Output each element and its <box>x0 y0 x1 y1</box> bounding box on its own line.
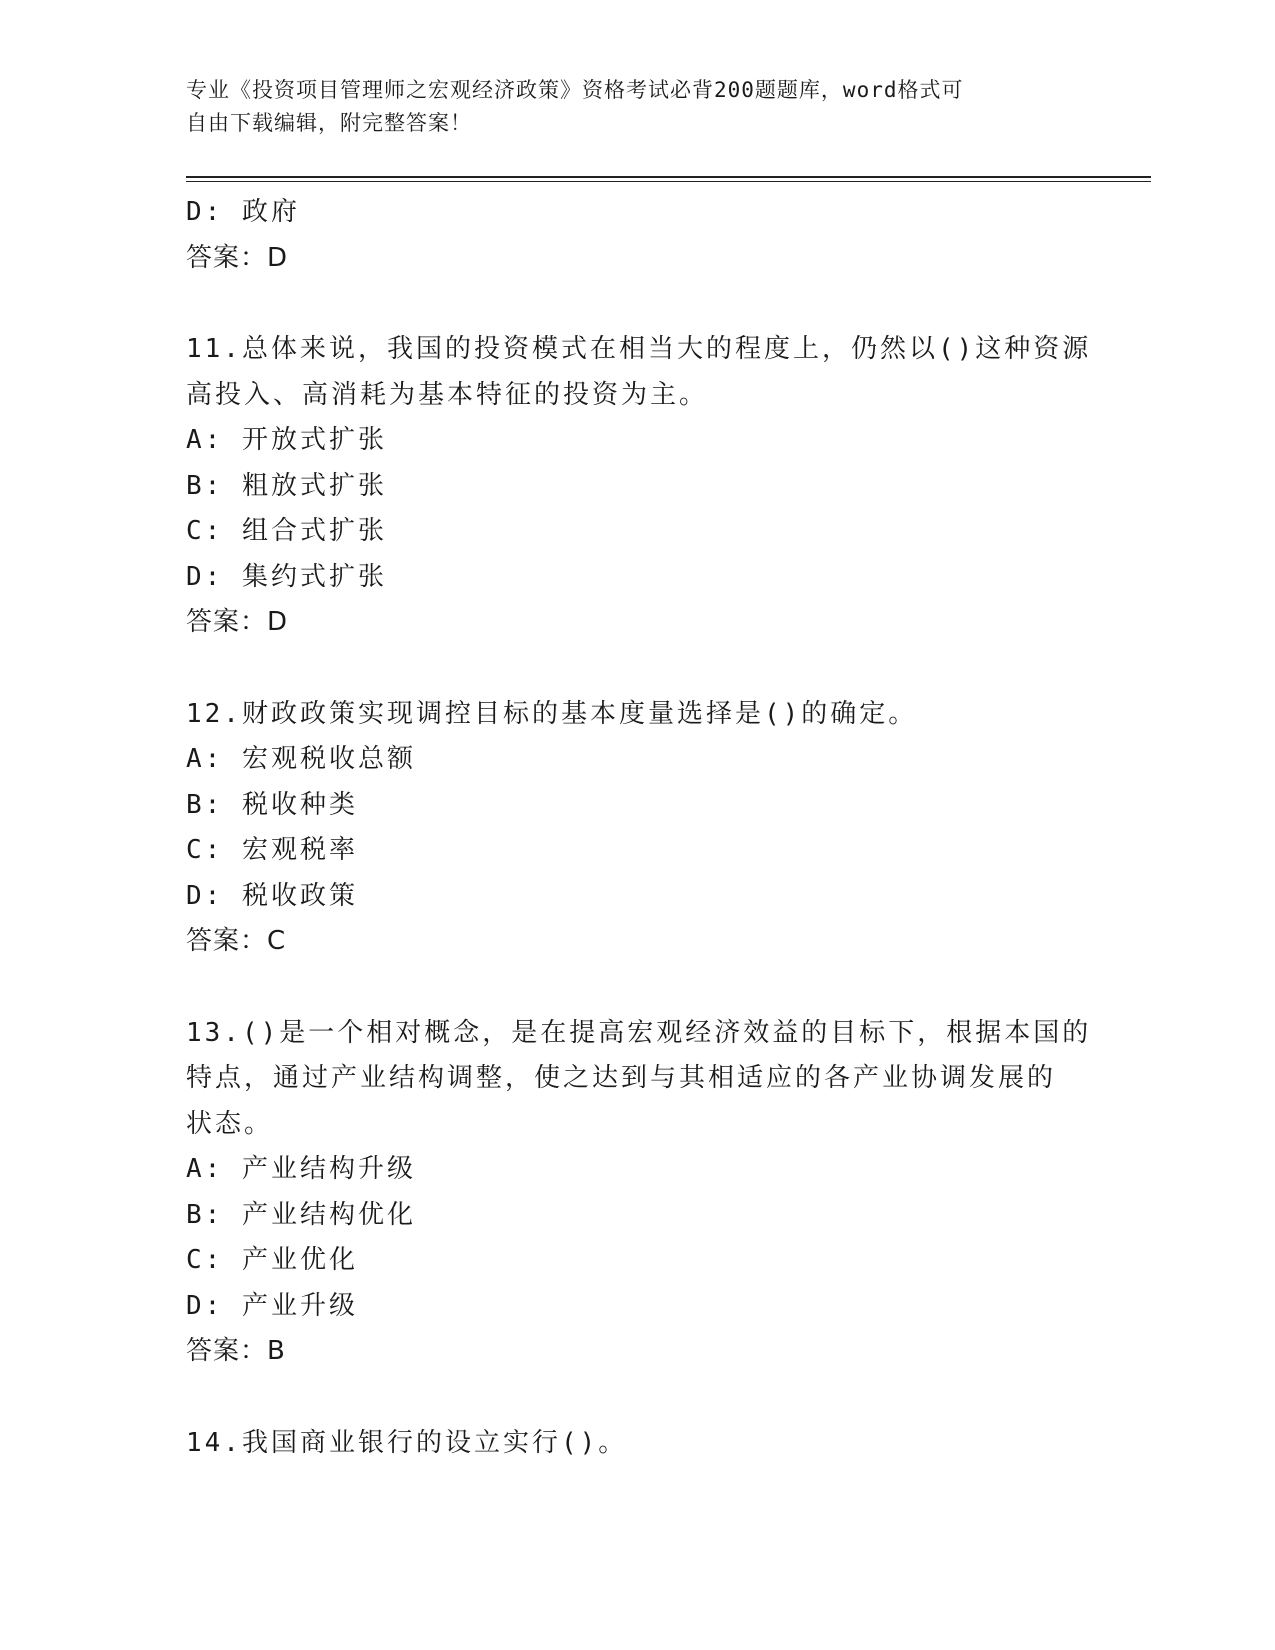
question-text-line: 高投入、高消耗为基本特征的投资为主。 <box>186 379 709 410</box>
option-b: B: 产业结构优化 <box>186 1199 416 1230</box>
header-rule-thick <box>186 176 1151 178</box>
question-text-line: 13.()是一个相对概念，是在提高宏观经济效益的目标下，根据本国的 <box>186 1017 1092 1048</box>
answer-line: 答案：B <box>186 1336 286 1366</box>
spacer <box>186 1375 1086 1421</box>
question-text-line: 特点，通过产业结构调整，使之达到与其相适应的各产业协调发展的 <box>186 1063 1057 1093</box>
question-text-line: 12.财政政策实现调控目标的基本度量选择是()的确定。 <box>186 698 918 729</box>
spacer <box>186 646 1086 692</box>
question-14 <box>186 1421 1086 1467</box>
header-line-2: 自由下载编辑，附完整答案！ <box>186 111 472 135</box>
spacer <box>186 965 1086 1011</box>
option-d: D: 集约式扩张 <box>186 561 387 592</box>
option-d: D: 政府 <box>186 197 300 227</box>
option-c: C: 宏观税率 <box>186 835 358 865</box>
question-text-line: 11.总体来说，我国的投资模式在相当大的程度上，仍然以()这种资源 <box>186 334 1092 364</box>
question-list <box>186 190 1092 1466</box>
answer-line: 答案：C <box>186 926 287 956</box>
header-line-1: 专业《投资项目管理师之宏观经济政策》资格考试必背200题题库，word格式可 <box>186 78 964 102</box>
spacer <box>186 281 1086 327</box>
option-d: D: 税收政策 <box>186 880 358 911</box>
question-text-line: 14.我国商业银行的设立实行()。 <box>186 1427 628 1458</box>
option-a: A: 开放式扩张 <box>186 425 387 455</box>
option-b: B: 税收种类 <box>186 789 358 820</box>
question-13 <box>186 1011 1092 1375</box>
option-a: A: 宏观税收总额 <box>186 744 416 774</box>
option-c: C: 组合式扩张 <box>186 516 387 546</box>
option-a: A: 产业结构升级 <box>186 1154 416 1184</box>
option-d: D: 产业升级 <box>186 1290 358 1321</box>
previous-question-tail <box>186 190 1086 281</box>
option-b: B: 粗放式扩张 <box>186 470 387 501</box>
question-12 <box>186 692 1086 965</box>
question-11 <box>186 327 1092 646</box>
answer-line: 答案：D <box>186 607 289 637</box>
option-c: C: 产业优化 <box>186 1245 358 1275</box>
question-text-line: 状态。 <box>186 1108 274 1139</box>
answer-line: 答案：D <box>186 242 289 273</box>
document-header <box>186 74 1066 140</box>
header-rule-thin <box>186 181 1151 182</box>
